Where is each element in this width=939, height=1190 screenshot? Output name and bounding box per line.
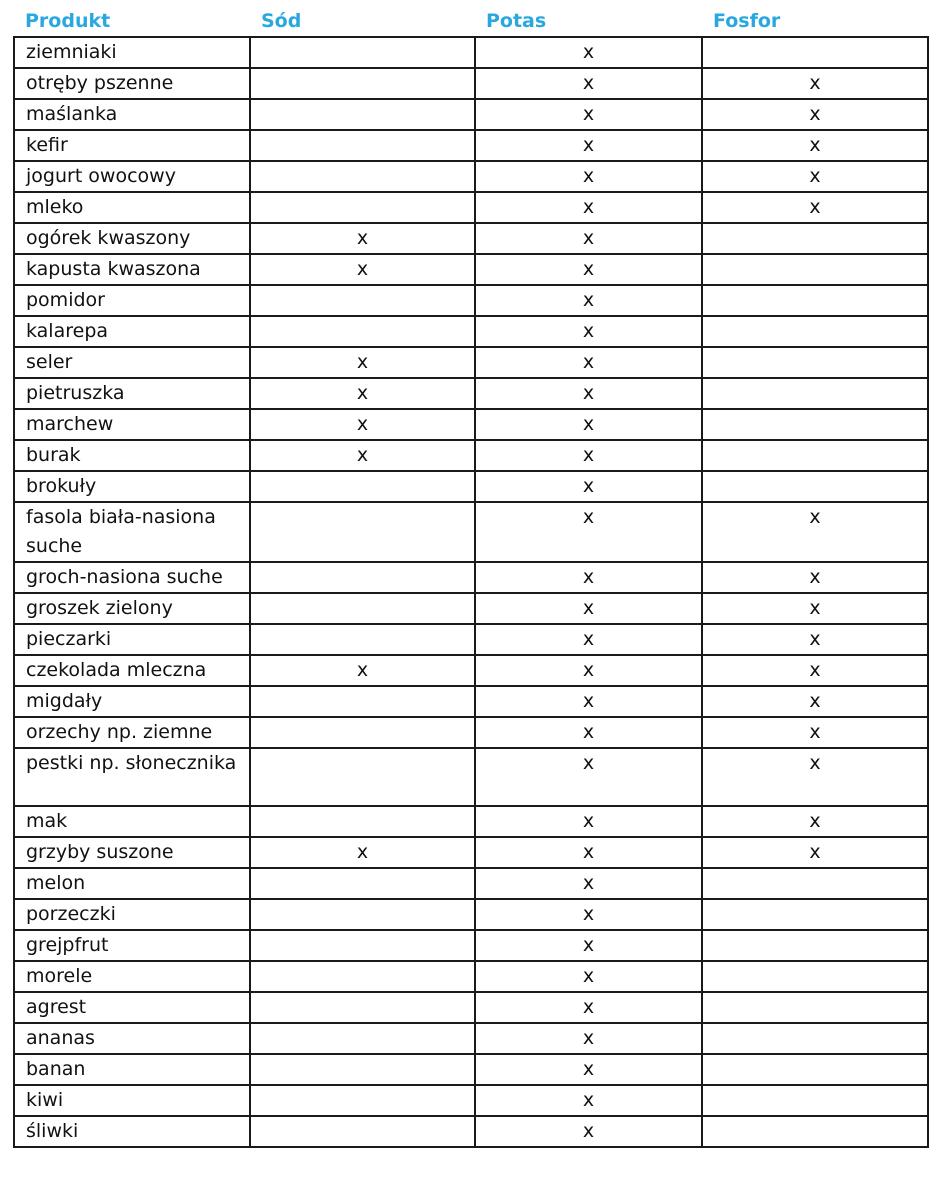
product-name-cell: banan: [14, 1054, 250, 1085]
table-row: [14, 717, 928, 748]
sodium-cell: [250, 961, 475, 992]
potassium-cell: x: [475, 285, 702, 316]
product-name-cell: fasola biała-nasiona suche: [14, 502, 250, 562]
phosphorus-cell: [702, 930, 928, 961]
product-name-cell: burak: [14, 440, 250, 471]
sodium-cell: x: [250, 223, 475, 254]
phosphorus-cell: [702, 1054, 928, 1085]
table-row: [14, 1023, 928, 1054]
table-row: [14, 930, 928, 961]
sodium-cell: x: [250, 440, 475, 471]
phosphorus-cell: x: [702, 99, 928, 130]
phosphorus-cell: x: [702, 562, 928, 593]
table-row: [14, 593, 928, 624]
sodium-cell: [250, 1023, 475, 1054]
product-name-cell: kiwi: [14, 1085, 250, 1116]
phosphorus-cell: [702, 347, 928, 378]
table-row: [14, 130, 928, 161]
potassium-cell: x: [475, 378, 702, 409]
phosphorus-cell: x: [702, 748, 928, 806]
sodium-cell: x: [250, 347, 475, 378]
phosphorus-cell: [702, 1116, 928, 1147]
table-row: [14, 502, 928, 562]
sodium-cell: x: [250, 655, 475, 686]
sodium-cell: [250, 316, 475, 347]
product-name-cell: mak: [14, 806, 250, 837]
product-name-cell: agrest: [14, 992, 250, 1023]
header-potassium: Potas: [475, 6, 702, 37]
table-row: [14, 378, 928, 409]
sodium-cell: [250, 192, 475, 223]
sodium-cell: [250, 37, 475, 68]
phosphorus-cell: [702, 440, 928, 471]
product-name-cell: śliwki: [14, 1116, 250, 1147]
potassium-cell: x: [475, 471, 702, 502]
sodium-cell: [250, 1054, 475, 1085]
table-row: [14, 316, 928, 347]
potassium-cell: x: [475, 624, 702, 655]
sodium-cell: [250, 130, 475, 161]
potassium-cell: x: [475, 192, 702, 223]
potassium-cell: x: [475, 316, 702, 347]
potassium-cell: x: [475, 1116, 702, 1147]
phosphorus-cell: [702, 471, 928, 502]
phosphorus-cell: [702, 285, 928, 316]
product-name-cell: orzechy np. ziemne: [14, 717, 250, 748]
phosphorus-cell: x: [702, 806, 928, 837]
sodium-cell: [250, 99, 475, 130]
product-name-cell: migdały: [14, 686, 250, 717]
product-name-cell: groszek zielony: [14, 593, 250, 624]
potassium-cell: x: [475, 161, 702, 192]
potassium-cell: x: [475, 748, 702, 806]
potassium-cell: x: [475, 686, 702, 717]
phosphorus-cell: x: [702, 624, 928, 655]
table-row: [14, 68, 928, 99]
table-row: [14, 992, 928, 1023]
table-row: [14, 1116, 928, 1147]
sodium-cell: [250, 806, 475, 837]
product-name-cell: groch-nasiona suche: [14, 562, 250, 593]
phosphorus-cell: x: [702, 502, 928, 562]
product-name-cell: melon: [14, 868, 250, 899]
phosphorus-cell: [702, 961, 928, 992]
sodium-cell: [250, 68, 475, 99]
table-row: [14, 99, 928, 130]
table-row: [14, 223, 928, 254]
potassium-cell: x: [475, 409, 702, 440]
product-name-cell: kalarepa: [14, 316, 250, 347]
potassium-cell: x: [475, 440, 702, 471]
product-name-cell: seler: [14, 347, 250, 378]
sodium-cell: [250, 899, 475, 930]
potassium-cell: x: [475, 37, 702, 68]
table-row: [14, 748, 928, 806]
table-row: [14, 347, 928, 378]
potassium-cell: x: [475, 254, 702, 285]
sodium-cell: [250, 992, 475, 1023]
phosphorus-cell: x: [702, 717, 928, 748]
product-name-cell: pestki np. słonecznika: [14, 748, 250, 806]
product-name-cell: brokuły: [14, 471, 250, 502]
phosphorus-cell: x: [702, 593, 928, 624]
sodium-cell: [250, 562, 475, 593]
potassium-cell: x: [475, 837, 702, 868]
sodium-cell: [250, 593, 475, 624]
sodium-cell: [250, 930, 475, 961]
potassium-cell: x: [475, 1085, 702, 1116]
product-name-cell: mleko: [14, 192, 250, 223]
potassium-cell: x: [475, 562, 702, 593]
sodium-cell: [250, 1085, 475, 1116]
phosphorus-cell: [702, 868, 928, 899]
potassium-cell: x: [475, 1023, 702, 1054]
product-name-cell: morele: [14, 961, 250, 992]
product-name-cell: ogórek kwaszony: [14, 223, 250, 254]
potassium-cell: x: [475, 223, 702, 254]
phosphorus-cell: [702, 992, 928, 1023]
nutrient-table: [13, 6, 929, 1148]
table-row: [14, 37, 928, 68]
potassium-cell: x: [475, 347, 702, 378]
potassium-cell: x: [475, 502, 702, 562]
table-row: [14, 655, 928, 686]
table-row: [14, 961, 928, 992]
phosphorus-cell: x: [702, 655, 928, 686]
phosphorus-cell: x: [702, 192, 928, 223]
product-name-cell: kapusta kwaszona: [14, 254, 250, 285]
potassium-cell: x: [475, 930, 702, 961]
product-name-cell: grejpfrut: [14, 930, 250, 961]
sodium-cell: [250, 868, 475, 899]
potassium-cell: x: [475, 868, 702, 899]
phosphorus-cell: x: [702, 837, 928, 868]
sodium-cell: x: [250, 254, 475, 285]
sodium-cell: [250, 161, 475, 192]
table-row: [14, 624, 928, 655]
phosphorus-cell: x: [702, 686, 928, 717]
product-name-cell: pieczarki: [14, 624, 250, 655]
phosphorus-cell: [702, 37, 928, 68]
product-name-cell: pomidor: [14, 285, 250, 316]
potassium-cell: x: [475, 961, 702, 992]
potassium-cell: x: [475, 68, 702, 99]
nutrient-table-container: [13, 6, 927, 1148]
potassium-cell: x: [475, 99, 702, 130]
phosphorus-cell: [702, 899, 928, 930]
product-name-cell: czekolada mleczna: [14, 655, 250, 686]
product-name-cell: porzeczki: [14, 899, 250, 930]
header-row: [14, 6, 928, 37]
product-name-cell: ziemniaki: [14, 37, 250, 68]
product-name-cell: maślanka: [14, 99, 250, 130]
phosphorus-cell: [702, 254, 928, 285]
sodium-cell: [250, 748, 475, 806]
table-header: [14, 6, 928, 37]
sodium-cell: [250, 285, 475, 316]
phosphorus-cell: [702, 1085, 928, 1116]
potassium-cell: x: [475, 130, 702, 161]
phosphorus-cell: [702, 223, 928, 254]
phosphorus-cell: [702, 378, 928, 409]
table-row: [14, 837, 928, 868]
table-row: [14, 254, 928, 285]
product-name-cell: otręby pszenne: [14, 68, 250, 99]
header-sodium: Sód: [250, 6, 475, 37]
sodium-cell: x: [250, 378, 475, 409]
potassium-cell: x: [475, 806, 702, 837]
table-body: [14, 37, 928, 1147]
table-row: [14, 192, 928, 223]
sodium-cell: x: [250, 409, 475, 440]
sodium-cell: x: [250, 837, 475, 868]
phosphorus-cell: x: [702, 161, 928, 192]
product-name-cell: ananas: [14, 1023, 250, 1054]
phosphorus-cell: [702, 316, 928, 347]
header-phosphorus: Fosfor: [702, 6, 928, 37]
table-row: [14, 1054, 928, 1085]
potassium-cell: x: [475, 593, 702, 624]
phosphorus-cell: [702, 1023, 928, 1054]
product-name-cell: jogurt owocowy: [14, 161, 250, 192]
phosphorus-cell: [702, 409, 928, 440]
potassium-cell: x: [475, 717, 702, 748]
product-name-cell: grzyby suszone: [14, 837, 250, 868]
table-row: [14, 899, 928, 930]
sodium-cell: [250, 686, 475, 717]
potassium-cell: x: [475, 655, 702, 686]
table-row: [14, 161, 928, 192]
sodium-cell: [250, 624, 475, 655]
phosphorus-cell: x: [702, 68, 928, 99]
table-row: [14, 1085, 928, 1116]
potassium-cell: x: [475, 1054, 702, 1085]
table-row: [14, 686, 928, 717]
product-name-cell: kefir: [14, 130, 250, 161]
table-row: [14, 868, 928, 899]
product-name-cell: pietruszka: [14, 378, 250, 409]
sodium-cell: [250, 502, 475, 562]
sodium-cell: [250, 471, 475, 502]
potassium-cell: x: [475, 899, 702, 930]
potassium-cell: x: [475, 992, 702, 1023]
table-row: [14, 471, 928, 502]
sodium-cell: [250, 1116, 475, 1147]
phosphorus-cell: x: [702, 130, 928, 161]
table-row: [14, 409, 928, 440]
table-row: [14, 562, 928, 593]
sodium-cell: [250, 717, 475, 748]
product-name-cell: marchew: [14, 409, 250, 440]
table-row: [14, 806, 928, 837]
header-product: Produkt: [14, 6, 250, 37]
table-row: [14, 440, 928, 471]
table-row: [14, 285, 928, 316]
